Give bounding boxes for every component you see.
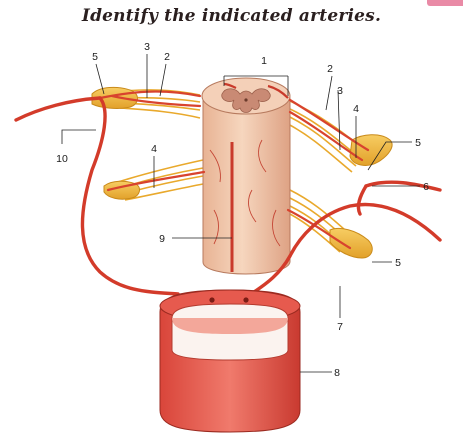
label-3-right: 3 [337,85,343,97]
spinal-nerve-lower-right [330,228,372,258]
figure-title: Identify the indicated arteries. [81,6,382,26]
label-9: 9 [159,233,165,245]
label-3-left: 3 [144,41,150,53]
label-7: 7 [337,321,343,333]
spinal-cord [202,78,290,274]
label-5-top: 5 [92,51,98,63]
label-1: 1 [261,55,267,67]
label-4-left: 4 [151,143,157,155]
label-2-right: 2 [327,63,333,75]
label-5-bottom: 5 [395,257,401,269]
label-10: 10 [56,153,68,165]
label-6: 6 [423,181,429,193]
label-4-right: 4 [353,103,359,115]
label-2-left: 2 [164,51,170,63]
aorta-segment [160,290,300,432]
label-5-right: 5 [415,137,421,149]
label-8: 8 [334,367,340,379]
